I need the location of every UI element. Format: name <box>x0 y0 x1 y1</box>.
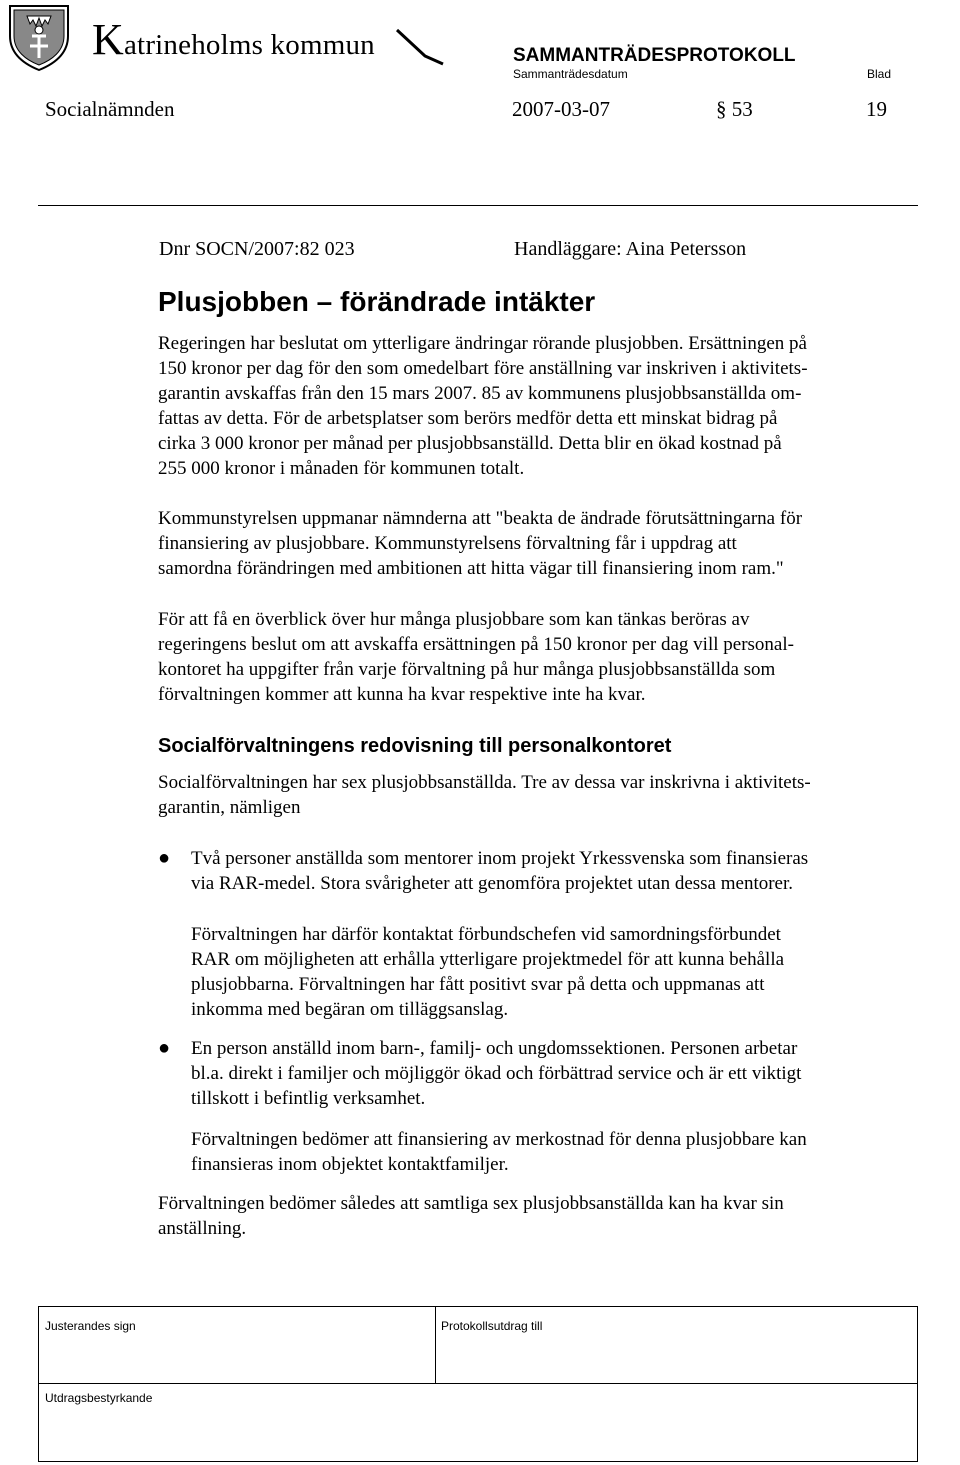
text-line: 255 000 kronor i månaden för kommunen totalt. <box>158 458 525 479</box>
text-line: samordna förändringen med ambitionen att hitta vägar till finansiering inom ram." <box>158 558 784 579</box>
text-line: RAR om möjligheten att erhålla ytterligare projektmedel för att kunna behålla <box>191 949 785 970</box>
paragraph-council-request <box>158 506 938 581</box>
text-line: plusjobbarna. Förvaltningen har fått positivt svar på detta och uppmanas att <box>191 974 765 995</box>
text-line: garantin, nämligen <box>158 797 301 818</box>
text-line: 150 kronor per dag för den som omedelbart före anställning var inskriven i aktivitets- <box>158 358 808 379</box>
text-line: anställning. <box>158 1218 247 1239</box>
paragraph-report <box>158 770 938 820</box>
bullet-followup-mentors <box>191 922 951 1022</box>
bullet-item-mentors <box>191 846 951 896</box>
text-line: förvaltningen kommer att kunna ha kvar respektive inte ha kvar. <box>158 684 646 705</box>
document-type: SAMMANTRÄDESPROTOKOLL <box>513 45 796 66</box>
bullet-icon: ● <box>158 847 171 869</box>
case-handler: Handläggare: Aina Petersson <box>514 238 747 260</box>
text-line: Två personer anställda som mentorer inom projekt Yrkessvenska som finansieras <box>191 848 809 869</box>
text-line: kontoret ha uppgifter från varje förvaltning på hur många plusjobbsanställda som <box>158 659 776 680</box>
page-title: Plusjobben – förändrade intäkter <box>158 286 596 317</box>
text-line: bl.a. direkt i familjer och möjliggör ökad och förbättrad service och är ett viktigt <box>191 1063 802 1084</box>
text-line: garantin avskaffas från den 15 mars 2007. 85 av kommunens plusjobbsanställda om- <box>158 383 802 404</box>
logo-stroke-icon <box>395 26 445 66</box>
municipality-coat-of-arms-icon <box>2 2 76 72</box>
organization-name <box>92 15 375 64</box>
text-line: via RAR-medel. Stora svårigheter att genomföra projektet utan dessa mentorer. <box>191 873 794 894</box>
extract-recipient-label: Protokollsutdrag till <box>441 1319 543 1333</box>
paragraph-number: § 53 <box>716 97 753 121</box>
text-line: tillskott i befintlig verksamhet. <box>191 1088 426 1109</box>
text-line: Regeringen har beslutat om ytterligare ändringar rörande plusjobben. Ersättningen på <box>158 333 807 354</box>
text-line: cirka 3 000 kronor per månad per plusjobbsanställd. Detta blir en ökad kostnad på <box>158 433 782 454</box>
meeting-date-label: Sammanträdesdatum <box>513 67 628 81</box>
header-divider <box>38 205 918 206</box>
text-line: Socialförvaltningen har sex plusjobbsanställda. Tre av dessa var inskrivna i aktivitets- <box>158 772 811 793</box>
page-number: 19 <box>866 97 887 121</box>
organization-name-initial: K <box>92 15 124 64</box>
organization-name-rest: atrineholms kommun <box>123 29 375 61</box>
table-divider <box>435 1307 436 1383</box>
table-divider <box>39 1383 917 1384</box>
extract-certification-label: Utdragsbestyrkande <box>45 1391 153 1405</box>
paragraph-overview <box>158 607 938 707</box>
paragraph-background <box>158 331 938 481</box>
text-line: regeringens beslut om att avskaffa ersättningen på 150 kronor per dag vill personal- <box>158 634 794 655</box>
committee-name: Socialnämnden <box>45 97 175 121</box>
text-line: Förvaltningen bedömer således att samtliga sex plusjobbsanställda kan ha kvar sin <box>158 1193 784 1214</box>
case-number: Dnr SOCN/2007:82 023 <box>159 238 355 260</box>
bullet-item-family-section <box>191 1036 951 1111</box>
adjuster-signature-label: Justerandes sign <box>45 1319 136 1333</box>
bullet-icon: ● <box>158 1037 171 1059</box>
text-line: finansieras inom objektet kontaktfamiljer. <box>191 1154 509 1175</box>
text-line: Kommunstyrelsen uppmanar nämnderna att "beakta de ändrade förutsättningarna för <box>158 508 803 529</box>
text-line: En person anställd inom barn-, familj- och ungdomssektionen. Personen arbetar <box>191 1038 798 1059</box>
meeting-date: 2007-03-07 <box>512 97 610 121</box>
section-heading: Socialförvaltningens redovisning till personalkontoret <box>158 735 672 757</box>
text-line: Förvaltningen har därför kontaktat förbundschefen vid samordningsförbundet <box>191 924 781 945</box>
paragraph-conclusion <box>158 1191 938 1241</box>
text-line: inkomma med begäran om tilläggsanslag. <box>191 999 509 1020</box>
bullet-followup-family-section <box>191 1127 951 1177</box>
signature-table <box>38 1306 918 1462</box>
text-line: finansiering av plusjobbare. Kommunstyrelsens förvaltning får i uppdrag att <box>158 533 737 554</box>
text-line: fattas av detta. För de arbetsplatser som berörs medför detta ett minskat bidrag på <box>158 408 778 429</box>
text-line: För att få en överblick över hur många plusjobbare som kan tänkas beröras av <box>158 609 750 630</box>
text-line: Förvaltningen bedömer att finansiering av merkostnad för denna plusjobbare kan <box>191 1129 807 1150</box>
page-label: Blad <box>867 67 892 81</box>
